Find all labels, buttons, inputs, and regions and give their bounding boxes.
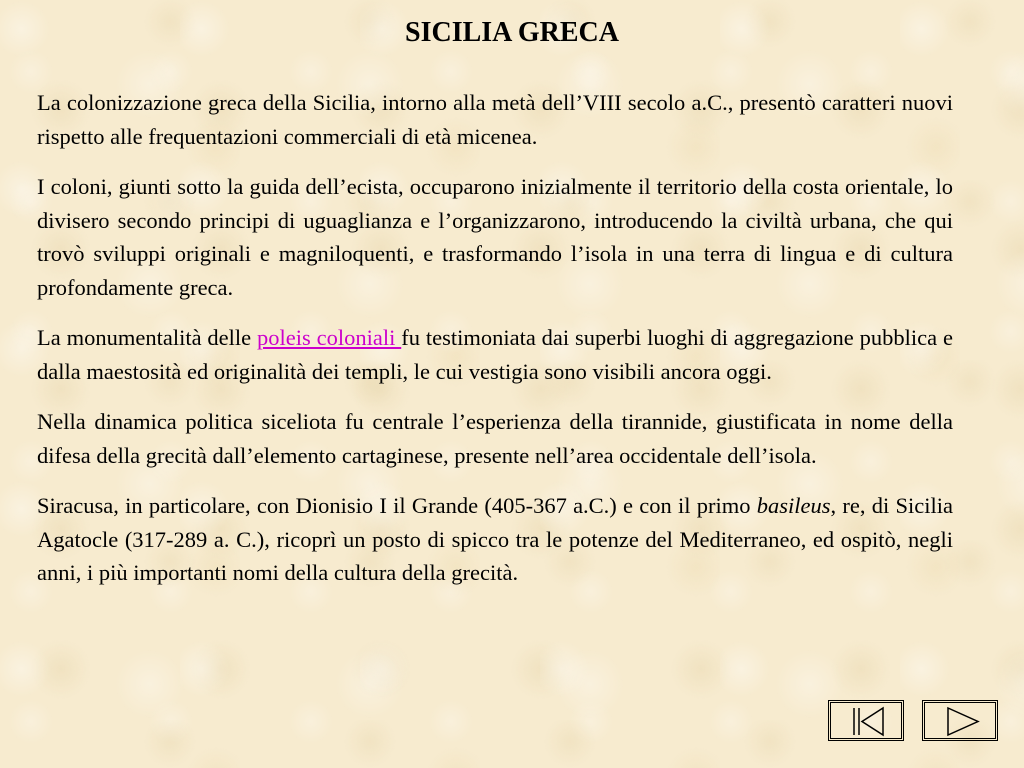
- paragraph-colonists: I coloni, giunti sotto la guida dell’ecista, occuparono inizialmente il territorio della costa orientale, lo divisero secondo principi di uguaglianza e l’organizzarono, introducendo la civiltà urbana, che qui trovò sviluppi originali e magniloquenti, e trasformando l’isola in una terra di lingua e di cultura profondamente greca.: [37, 174, 953, 300]
- slide-title: SICILIA GRECA: [405, 17, 619, 48]
- paragraph-monumentality-text-start: La monumentalità delle: [37, 325, 258, 350]
- paragraph-tyranny: Nella dinamica politica siceliota fu centrale l’esperienza della tirannide, giustificata in nome della difesa della grecità dall’elemento cartaginese, presente nell’area occidentale dell’isola.: [37, 409, 953, 468]
- paragraph-monumentality-text-end: fu testimoniata dai superbi luoghi di aggregazione pubblica e dalla maestosità ed originalità dei templi, le cui vestigia sono visibili ancora oggi.: [37, 325, 953, 384]
- first-slide-icon: [829, 701, 905, 742]
- first-slide-button[interactable]: [828, 700, 904, 741]
- paragraph-siracusa-text-end: , re, di Sicilia Agatocle (317-289 a. C.), ricoprì un posto di spicco tra le potenze del Mediterraneo, ed ospitò, negli anni, i più importanti nomi della cultura della grecità.: [37, 493, 953, 585]
- paragraph-siracusa: [37, 489, 953, 590]
- next-slide-button[interactable]: [922, 700, 998, 741]
- paragraph-siracusa-text-start: Siracusa, in particolare, con Dionisio I il Grande (405-367 a.C.) e con il primo: [37, 493, 757, 518]
- paragraph-monumentality: [37, 321, 953, 388]
- slide-body: [37, 86, 953, 607]
- paragraph-colonization: La colonizzazione greca della Sicilia, intorno alla metà dell’VIII secolo a.C., presentò caratteri nuovi rispetto alle frequentazioni commerciali di età micenea.: [37, 90, 953, 149]
- basileus-term: basileus: [756, 493, 831, 518]
- next-slide-icon: [923, 701, 999, 742]
- poleis-coloniali-link[interactable]: poleis coloniali: [257, 325, 402, 350]
